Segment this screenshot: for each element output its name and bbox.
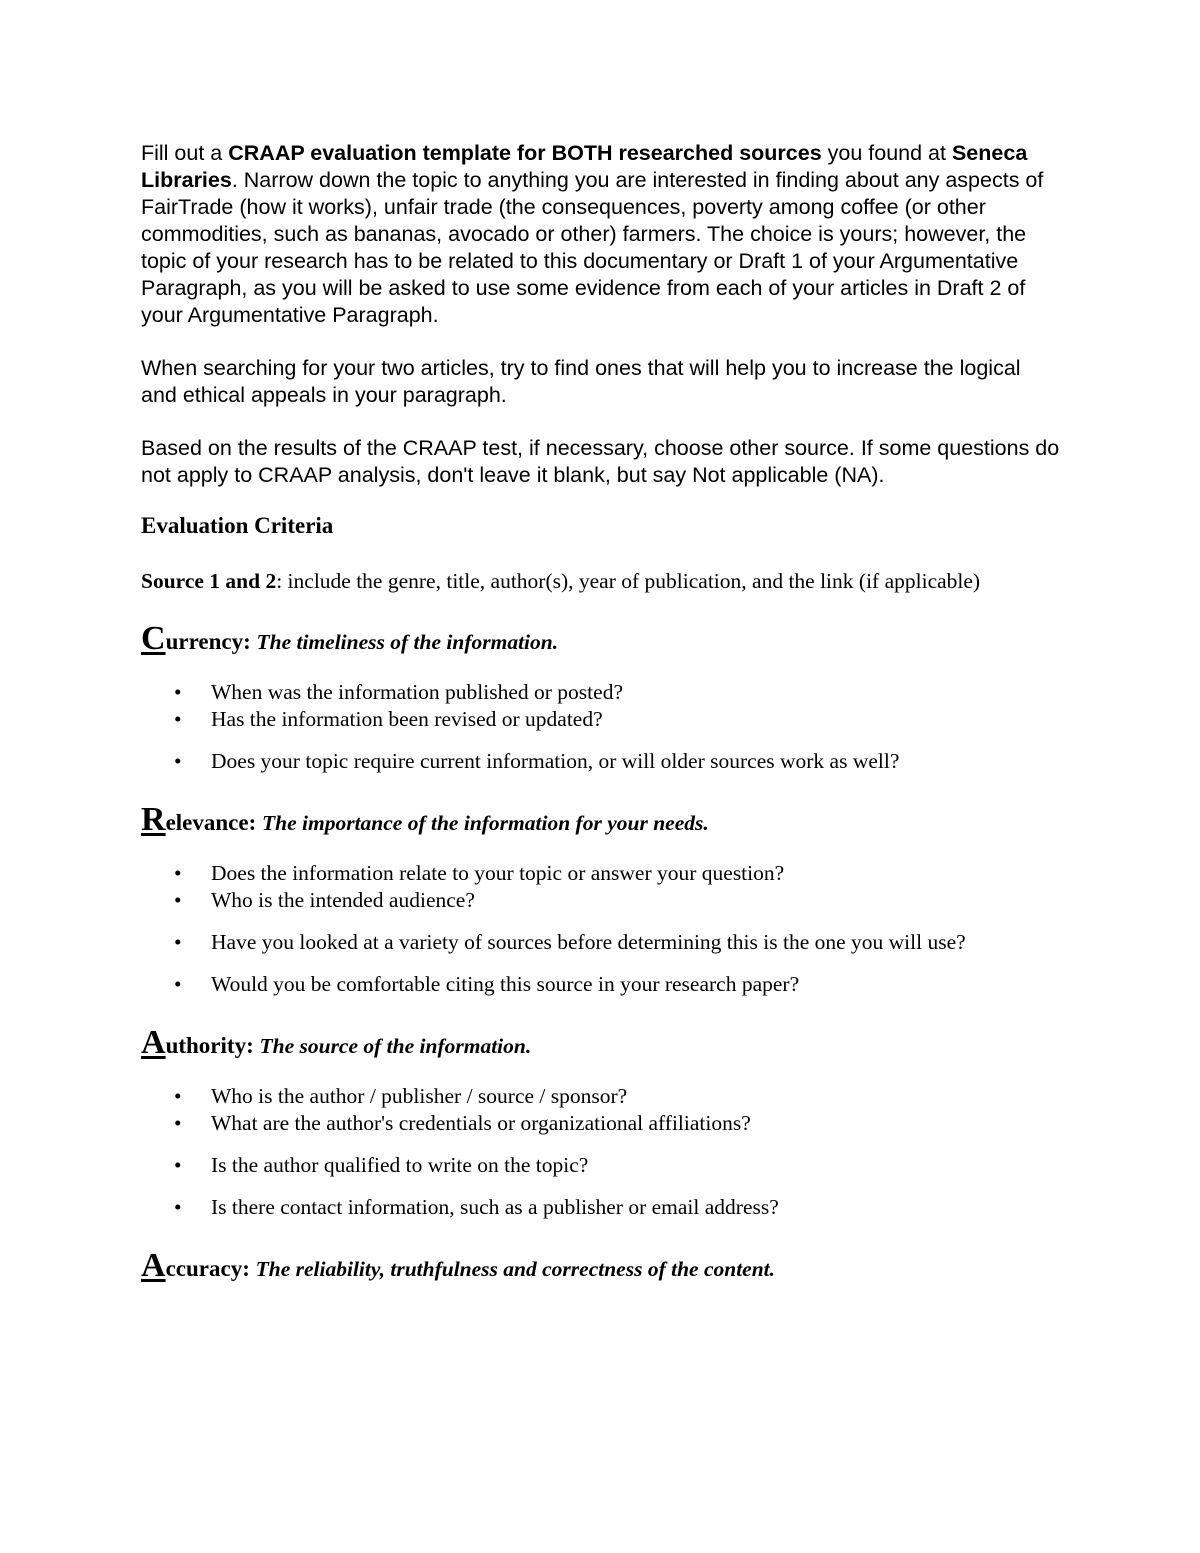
currency-word: urrency: [165,629,251,654]
intro-bold-libraries: Seneca Libraries [141,141,1028,192]
currency-description: The timeliness of the information. [256,630,559,654]
list-item: • Does the information relate to your topic or answer your question? [141,860,1061,887]
relevance-heading [141,801,1061,838]
accuracy-word: ccuracy: [165,1256,250,1281]
source-text: : include the genre, title, author(s), year of publication, and the link (if applicable) [276,569,981,593]
list-item: • What are the author's credentials or organizational affiliations? [141,1110,1061,1137]
relevance-questions [141,860,1061,998]
intro-paragraph-1 [141,140,1061,329]
intro-bold-template: CRAAP evaluation template for BOTH researched sources [228,141,822,165]
currency-initial: C [141,620,166,657]
list-item: • Does your topic require current information, or will older sources work as well? [141,748,1061,775]
intro-text: you found at [821,141,952,165]
relevance-description: The importance of the information for your needs. [262,811,709,835]
list-item: • Who is the intended audience? [141,887,1061,914]
authority-word: uthority: [165,1033,254,1058]
accuracy-description: The reliability, truthfulness and correctness of the content. [255,1257,776,1281]
authority-heading [141,1024,1061,1061]
list-item: • Is there contact information, such as a publisher or email address? [141,1194,1061,1221]
authority-questions [141,1083,1061,1221]
document-page [141,140,1061,1284]
authority-description: The source of the information. [259,1034,532,1058]
list-item: • Is the author qualified to write on the topic? [141,1152,1061,1179]
source-label: Source 1 and 2 [141,569,277,593]
relevance-initial: R [141,801,166,838]
source-paragraph [141,568,1061,594]
intro-text: Fill out a [141,141,229,165]
list-item: • Who is the author / publisher / source / sponsor? [141,1083,1061,1110]
intro-paragraph-2: When searching for your two articles, try to find ones that will help you to increase the logical and ethical appeals in your paragraph. [141,356,1021,407]
accuracy-heading [141,1247,1061,1284]
authority-initial: A [141,1024,166,1061]
intro-paragraph-3: Based on the results of the CRAAP test, if necessary, choose other source. If some questions do not apply to CRAAP analysis, don't leave it blank, but say Not applicable (NA). [141,436,1060,487]
list-item: • Has the information been revised or updated? [141,706,1061,733]
relevance-word: elevance: [165,810,257,835]
list-item: • Have you looked at a variety of sources before determining this is the one you will use? [141,929,1061,956]
evaluation-criteria-heading: Evaluation Criteria [141,513,334,538]
intro-text: . Narrow down the topic to anything you are interested in finding about any aspects of FairTrade (how it works), unfair trade (the consequences, poverty among coffee (or other commodities, such as bananas, avocado or other) farmers. The choice is yours; however, the topic of your research has to be related to this documentary or Draft 1 of your Argumentative Paragraph, as you will be asked to use some evidence from each of your articles in Draft 2 of your Argumentative Paragraph. [141,168,1044,327]
list-item: • When was the information published or posted? [141,679,1061,706]
accuracy-initial: A [141,1247,166,1284]
currency-heading [141,620,1061,657]
list-item: • Would you be comfortable citing this source in your research paper? [141,971,1061,998]
currency-questions [141,679,1061,775]
